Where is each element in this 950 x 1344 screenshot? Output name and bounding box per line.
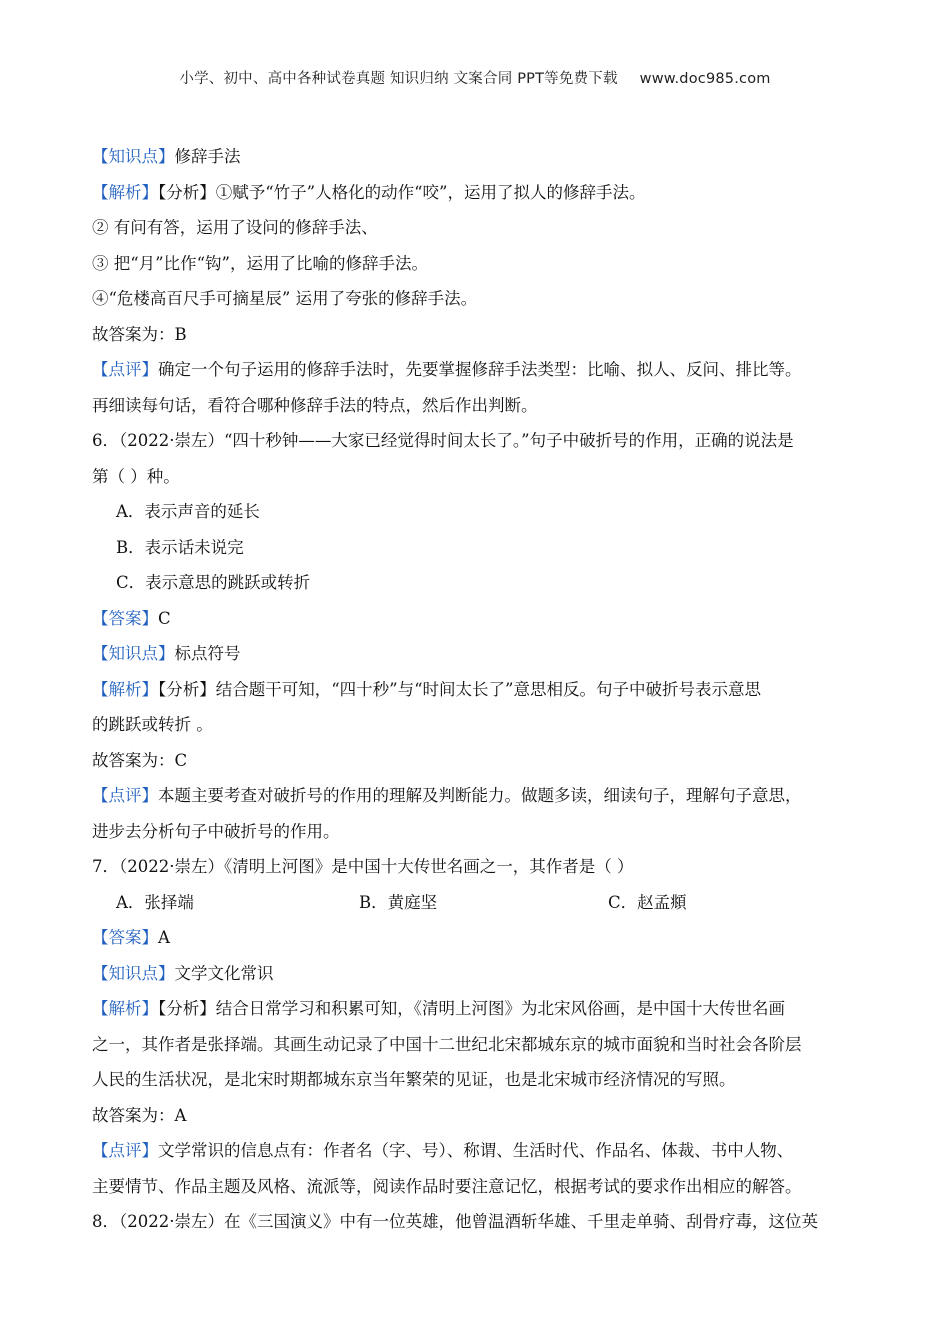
q6-option-a: A．表示声音的延长	[116, 502, 260, 521]
knowledge-tag: 【知识点】	[92, 963, 175, 983]
q7-comment: 【点评】文学常识的信息点有：作者名（字、号）、称谓、生活时代、作品名、体裁、书中人物、	[92, 1141, 794, 1160]
q7-analysis-line: 之一，其作者是张择端。其画生动记录了中国十二世纪北宋都城东京的城市面貌和当时社会各阶层	[92, 1034, 802, 1054]
q7-options	[92, 885, 862, 921]
knowledge-tag: 【知识点】	[92, 147, 175, 166]
q7-option-a: A．张择端	[116, 892, 194, 912]
q6-analysis-line: 的跳跃或转折 。	[92, 715, 213, 734]
q5-analysis-line: ④“危楼高百尺手可摘星辰” 运用了夸张的修辞手法。	[92, 289, 478, 308]
q6-comment-line: 进步去分析句子中破折号的作用。	[92, 821, 340, 841]
q6-comment: 【点评】本题主要考查对破折号的作用的理解及判断能力。做题多读，细读句子，理解句子意思，	[92, 786, 802, 805]
analysis-tag: 【解析】	[92, 999, 158, 1018]
document-body	[92, 139, 862, 1240]
q7-final-answer: 故答案为：A	[92, 1105, 187, 1125]
q6-knowledge: 【知识点】标点符号	[92, 644, 241, 663]
q7-comment-line: 主要情节、作品主题及风格、流派等，阅读作品时要注意记忆，根据考试的要求作出相应的解答。	[92, 1176, 802, 1196]
q6-stem: 6．（2022·崇左）“四十秒钟——大家已经觉得时间太长了。”句子中破折号的作用，正确的说法是	[92, 431, 794, 450]
q7-option-c: C．赵孟頫	[608, 892, 687, 912]
q6-option-c: C．表示意思的跳跃或转折	[116, 573, 311, 592]
comment-tag: 【点评】	[92, 786, 158, 805]
q5-analysis-line: ③ 把“月”比作“钩”，运用了比喻的修辞手法。	[92, 253, 428, 273]
header-text: 小学、初中、高中各种试卷真题 知识归纳 文案合同 PPT等免费下载	[179, 71, 618, 87]
analysis-tag: 【解析】	[92, 182, 158, 202]
q8-stem: 8．（2022·崇左）在《三国演义》中有一位英雄，他曾温酒斩华雄、千里走单骑、刮骨疗毒，这位英	[92, 1212, 818, 1231]
page-header	[0, 67, 950, 88]
comment-tag: 【点评】	[92, 360, 158, 379]
answer-tag: 【答案】	[92, 928, 158, 947]
q7-stem: 7．（2022·崇左）《清明上河图》是中国十大传世名画之一，其作者是（ ）	[92, 857, 634, 876]
q7-analysis: 【解析】【分析】结合日常学习和积累可知，《清明上河图》为北宋风俗画，是中国十大传世名画	[92, 999, 785, 1018]
q7-option-b: B．黄庭坚	[359, 892, 438, 912]
answer-tag: 【答案】	[92, 608, 158, 628]
comment-tag: 【点评】	[92, 1141, 158, 1160]
q7-answer: 【答案】A	[92, 928, 170, 947]
q7-knowledge: 【知识点】文学文化常识	[92, 963, 274, 983]
header-url[interactable]: www.doc985.com	[639, 71, 771, 87]
knowledge-tag: 【知识点】	[92, 644, 175, 663]
q6-answer: 【答案】C	[92, 608, 171, 628]
q6-analysis: 【解析】【分析】结合题干可知，“四十秒”与“时间太长了”意思相反。句子中破折号表示意思	[92, 679, 761, 699]
q5-final-answer: 故答案为：B	[92, 324, 187, 344]
q5-comment: 【点评】确定一个句子运用的修辞手法时，先要掌握修辞手法类型：比喻、拟人、反问、排比等。	[92, 360, 802, 379]
q5-comment-line: 再细读每句话，看符合哪种修辞手法的特点，然后作出判断。	[92, 395, 538, 415]
q6-final-answer: 故答案为：C	[92, 750, 188, 770]
q5-knowledge: 【知识点】修辞手法	[92, 147, 241, 166]
q6-option-b: B．表示话未说完	[116, 537, 244, 557]
q5-analysis-line: ② 有问有答，运用了设问的修辞手法、	[92, 218, 378, 237]
analysis-tag: 【解析】	[92, 679, 158, 699]
q5-analysis: 【解析】【分析】①赋予“竹子”人格化的动作“咬”，运用了拟人的修辞手法。	[92, 182, 646, 202]
q6-stem-line: 第（ ）种。	[92, 466, 180, 486]
q7-analysis-line: 人民的生活状况，是北宋时期都城东京当年繁荣的见证，也是北宋城市经济情况的写照。	[92, 1070, 736, 1089]
